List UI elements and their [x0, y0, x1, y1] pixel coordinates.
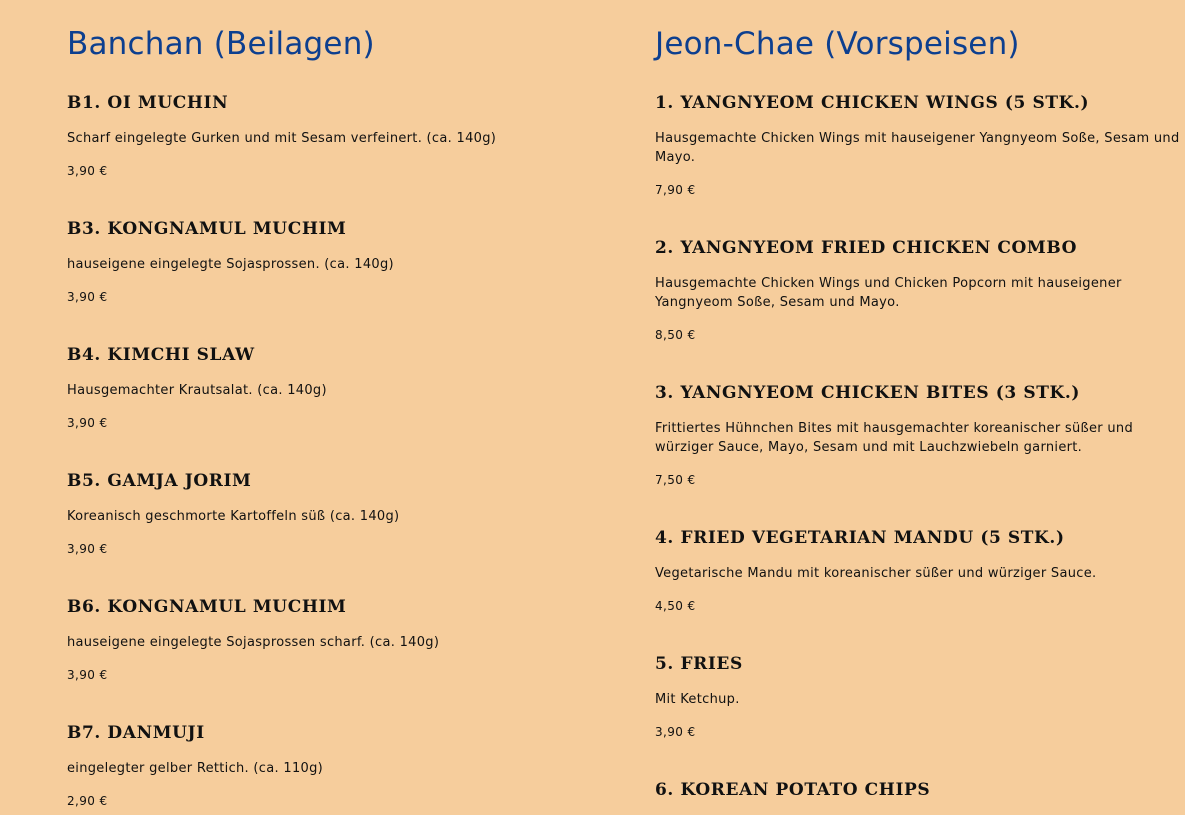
menu-item-description: hauseigene eingelegte Sojasprossen. (ca. 140g): [67, 257, 394, 272]
menu-item-description: Koreanisch geschmorte Kartoffeln süß (ca. 140g): [67, 509, 400, 524]
menu-item-4: [655, 527, 1180, 614]
menu-item-3: [655, 382, 1180, 488]
menu-item-2: [655, 237, 1180, 343]
menu-item-price: 7,90 €: [655, 183, 696, 197]
menu-item-b7: [67, 722, 607, 809]
menu-item-name: 2. YANGNYEOM FRIED CHICKEN COMBO: [655, 238, 1078, 258]
menu-item-description: Scharf eingelegte Gurken und mit Sesam verfeinert. (ca. 140g): [67, 131, 497, 146]
menu-item-name: B6. KONGNAMUL MUCHIM: [67, 597, 347, 617]
banchan-section-title: Banchan (Beilagen): [67, 26, 375, 62]
menu-item-name: B7. DANMUJI: [67, 723, 205, 743]
menu-item-description: Hausgemachter Krautsalat. (ca. 140g): [67, 383, 327, 398]
menu-item-description: Vegetarische Mandu mit koreanischer süßer und würziger Sauce.: [655, 566, 1097, 581]
menu-item-name: 6. KOREAN POTATO CHIPS: [655, 780, 931, 800]
menu-item-b5: [67, 470, 607, 557]
menu-item-price: 7,50 €: [655, 473, 696, 487]
menu-item-price: 4,50 €: [655, 599, 696, 613]
jeon-chae-section-title: Jeon-Chae (Vorspeisen): [655, 26, 1020, 62]
menu-item-price: 2,90 €: [67, 794, 108, 808]
menu-item-b6: [67, 596, 607, 683]
menu-item-name: B4. KIMCHI SLAW: [67, 345, 255, 365]
menu-item-b4: [67, 344, 607, 431]
menu-item-name: 4. FRIED VEGETARIAN MANDU (5 STK.): [655, 528, 1065, 548]
menu-item-name: 5. FRIES: [655, 654, 743, 674]
menu-item-description: Frittiertes Hühnchen Bites mit hausgemachter koreanischer süßer und würziger Sauce, Mayo, Sesam und mit Lauchzwiebeln garniert.: [655, 421, 1134, 455]
menu-item-description: hauseigene eingelegte Sojasprossen scharf. (ca. 140g): [67, 635, 440, 650]
menu-item-price: 3,90 €: [67, 542, 108, 556]
menu-item-6: [655, 779, 1180, 801]
menu-item-name: B5. GAMJA JORIM: [67, 471, 252, 491]
menu-item-1: [655, 92, 1180, 198]
menu-item-price: 3,90 €: [67, 668, 108, 682]
menu-item-price: 3,90 €: [67, 290, 108, 304]
menu-item-description: Mit Ketchup.: [655, 692, 740, 707]
menu-item-price: 3,90 €: [655, 725, 696, 739]
menu-item-description: Hausgemachte Chicken Wings und Chicken Popcorn mit hauseigener Yangnyeom Soße, Sesam und Mayo.: [655, 276, 1122, 310]
menu-item-b1: [67, 92, 607, 179]
menu-item-name: 3. YANGNYEOM CHICKEN BITES (3 STK.): [655, 383, 1080, 403]
menu-item-price: 3,90 €: [67, 164, 108, 178]
menu-item-b3: [67, 218, 607, 305]
menu-item-price: 8,50 €: [655, 328, 696, 342]
menu-item-name: B3. KONGNAMUL MUCHIM: [67, 219, 347, 239]
menu-item-price: 3,90 €: [67, 416, 108, 430]
menu-item-5: [655, 653, 1180, 740]
menu-item-description: eingelegter gelber Rettich. (ca. 110g): [67, 761, 324, 776]
menu-item-name: 1. YANGNYEOM CHICKEN WINGS (5 STK.): [655, 93, 1090, 113]
menu-item-name: B1. OI MUCHIN: [67, 93, 229, 113]
menu-item-description: Hausgemachte Chicken Wings mit hauseigener Yangnyeom Soße, Sesam und Mayo.: [655, 131, 1180, 165]
